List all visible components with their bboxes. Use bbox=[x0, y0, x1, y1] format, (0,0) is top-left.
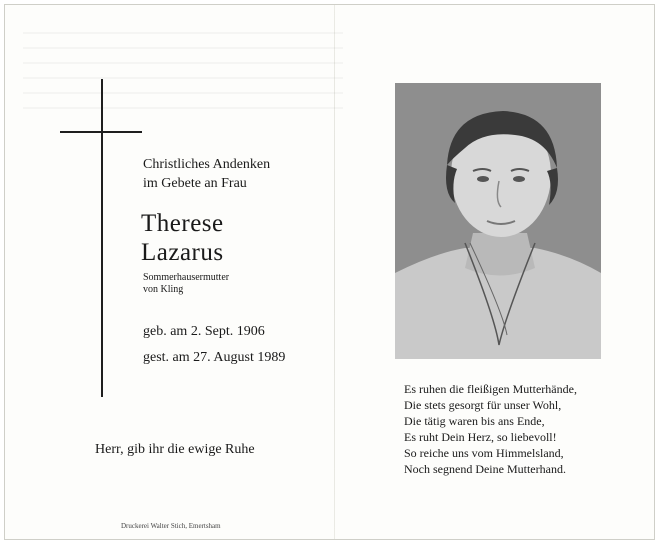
role-line-1: Sommerhausermutter bbox=[143, 272, 230, 283]
intro-line-2: im Gebete an Frau bbox=[143, 176, 247, 191]
prayer-line: Herr, gib ihr die ewige Ruhe bbox=[95, 442, 255, 457]
portrait-photo bbox=[395, 83, 601, 359]
poem-line: Die tätig waren bis ans Ende, bbox=[404, 414, 545, 428]
poem-line: So reiche uns vom Himmelsland, bbox=[404, 446, 564, 460]
death-date: gest. am 27. August 1989 bbox=[143, 350, 286, 365]
cross-icon-vertical bbox=[101, 79, 103, 397]
memorial-poem bbox=[404, 381, 577, 477]
memorial-card bbox=[4, 4, 655, 540]
birth-date: geb. am 2. Sept. 1906 bbox=[143, 324, 265, 339]
role-line-2: von Kling bbox=[143, 284, 184, 295]
cross-icon-horizontal bbox=[60, 131, 142, 133]
deceased-last-name: Lazarus bbox=[141, 239, 224, 266]
faded-bleed-through bbox=[23, 29, 343, 109]
poem-line: Noch segnend Deine Mutterhand. bbox=[404, 462, 566, 476]
portrait-illustration bbox=[395, 83, 601, 359]
poem-line: Es ruhen die fleißigen Mutterhände, bbox=[404, 382, 577, 396]
poem-line: Die stets gesorgt für unser Wohl, bbox=[404, 398, 562, 412]
intro-line-1: Christliches Andenken bbox=[143, 157, 271, 172]
deceased-first-name: Therese bbox=[141, 210, 224, 237]
poem-line: Es ruht Dein Herz, so liebevoll! bbox=[404, 430, 557, 444]
printer-credit: Druckerei Walter Stich, Emertsham bbox=[121, 522, 221, 530]
